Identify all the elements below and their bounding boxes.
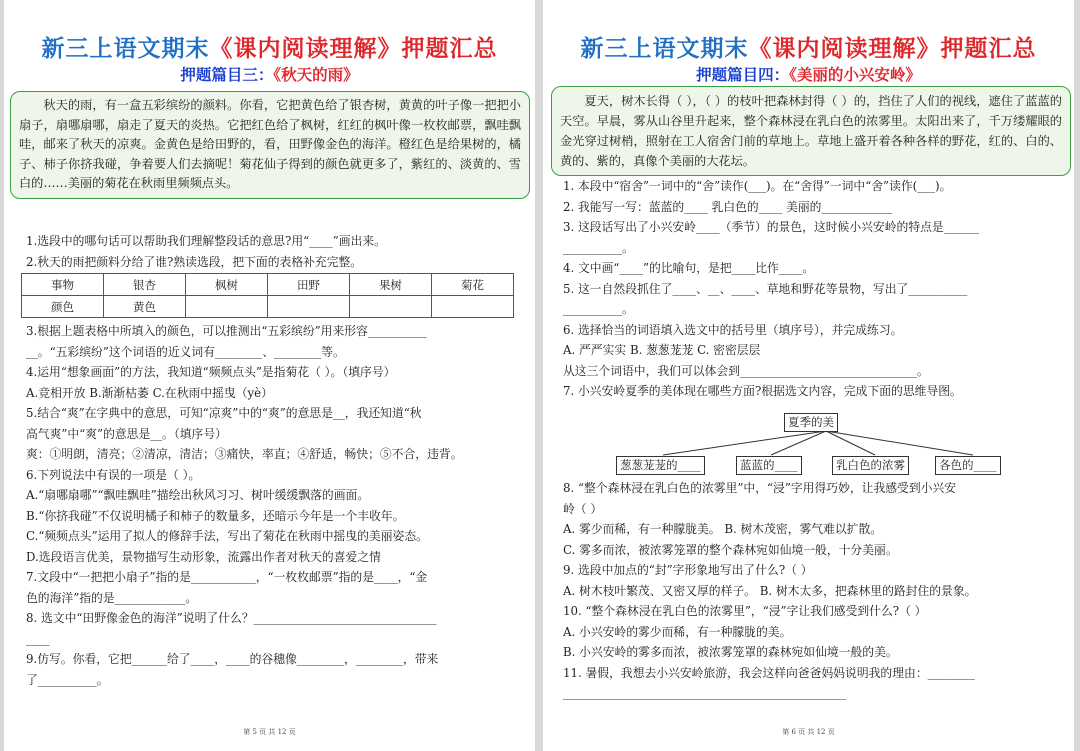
question-line: ________________________________________________ — [563, 686, 847, 700]
question-line: A. 树木枝叶繁茂、又密又厚的样子。 B. 树木太多，把森林里的路封住的景象。 — [563, 583, 977, 598]
worksheet-page-6 — [543, 0, 1074, 751]
question-line: A.“扇哪扇哪”“飘哇飘哇”描绘出秋风习习、树叶缓缓飘落的画面。 — [26, 488, 370, 502]
table-cell: 黄色 — [104, 296, 186, 318]
question-line: 爽：①明朗，清亮；②清凉，清洁；③痛快，率直；④舒适，畅快；⑤不合，违背。 — [26, 447, 463, 461]
question-line: 高气爽”中“爽”的意思是__。（填序号） — [26, 426, 227, 441]
question-line: C. 雾多而浓，被浓雾笼罩的整个森林宛如仙境一般，十分美丽。 — [563, 542, 898, 557]
question-block-b — [26, 321, 463, 690]
question-line: 9.仿写。你看，它把______给了____，____的谷穗像________，________，带来 — [26, 652, 439, 666]
question-line: 4.运用“想象画面”的方法，我知道“频频点头”是指菊花（ ）。（填序号） — [26, 365, 396, 379]
page-footer: 第 6 页 共 12 页 — [782, 728, 835, 736]
question-line: 7.文段中“一把把小扇子”指的是___________，“一枚枚邮票”指的是____，“金 — [26, 570, 428, 584]
question-line: A. 小兴安岭的雾少而稀，有一种朦胧的美。 — [563, 624, 792, 639]
question-line: 色的海洋”指的是____________。 — [26, 590, 198, 605]
question-line: 2.秋天的雨把颜料分给了谁?熟读选段，把下面的表格补充完整。 — [26, 254, 363, 269]
table-cell: 菊花 — [432, 274, 514, 296]
question-line: 岭（ ） — [563, 501, 603, 516]
question-line: 了__________。 — [26, 672, 109, 687]
question-line: 11. 暑假，我想去小兴安岭旅游，我会这样向爸爸妈妈说明我的理由：________ — [563, 665, 975, 680]
title-prefix: 新三上语文期末 — [41, 36, 210, 62]
page-title — [4, 30, 535, 63]
question-line: 5.结合“爽”在字典中的意思，可知“凉爽”中的“爽”的意思是__，我还知道“秋 — [26, 406, 422, 420]
question-line: 2. 我能写一写：蓝蓝的____ 乳白色的____ 美丽的____________ — [563, 199, 893, 214]
question-line: 1. 本段中“宿舍”一词中的“舍”读作(___)。在“舍得”一词中“舍”读作(___)。 — [563, 179, 952, 193]
table-cell — [350, 296, 432, 318]
question-line: 1.选段中的哪句话可以帮助我们理解整段话的意思?用“____”画出来。 — [26, 234, 386, 248]
question-line: 7. 小兴安岭夏季的美体现在哪些方面?根据选文内容，完成下面的思维导图。 — [563, 384, 962, 398]
question-block-b — [563, 478, 976, 704]
subtitle-prefix: 押题篇目四： — [696, 66, 790, 84]
question-line: B.“你挤我碰”不仅说明橘子和柿子的数量多，还暗示今年是一个丰收年。 — [26, 508, 405, 523]
table-row — [22, 274, 514, 296]
question-block-a — [26, 231, 386, 272]
question-line: 6. 选择恰当的词语填入选文中的括号里（填序号），并完成练习。 — [563, 322, 903, 337]
worksheet-page-5 — [4, 0, 535, 751]
question-line: 6.下列说法中有误的一项是（ ）。 — [26, 467, 201, 482]
question-line: 10. “整个森林浸在乳白色的浓雾里”，“浸”字让我们感受到什么?（ ） — [563, 604, 927, 618]
table-cell: 事物 — [22, 274, 104, 296]
passage-box: 夏天，树木长得（ ），（ ）的枝叶把森林封得（ ）的，挡住了人们的视线，遮住了蓝蓝的天空。早晨，雾从山谷里升起来，整个森林浸在乳白色的浓雾里。太阳出来了，千万缕耀眼的金光穿过树梢，照射在工人宿舍门前的草地上。草地上盛开着各种各样的野花，红的、白的、黄的、紫的，真像个美丽的大花坛。 — [551, 86, 1071, 176]
page-footer: 第 5 页 共 12 页 — [243, 728, 296, 736]
title-prefix: 新三上语文期末 — [580, 36, 749, 62]
table-cell — [268, 296, 350, 318]
question-line: __________。 — [563, 302, 634, 316]
table-cell: 银杏 — [104, 274, 186, 296]
question-line: A. 严严实实 B. 葱葱茏茏 C. 密密层层 — [563, 343, 761, 357]
question-line: A.竞相开放 B.渐渐枯萎 C.在秋雨中摇曳（yè） — [26, 385, 273, 400]
title-suffix: 押题汇总 — [401, 36, 498, 62]
question-line: C.“频频点头”运用了拟人的修辞手法，写出了菊花在秋雨中摇曳的美丽姿态。 — [26, 529, 428, 543]
table-cell: 果树 — [350, 274, 432, 296]
subtitle-prefix: 押题篇目三： — [180, 66, 274, 84]
mindmap-leaf: 蓝蓝的____ — [736, 456, 802, 475]
question-line: 从这三个词语中，我们可以体会到______________________________。 — [563, 363, 929, 378]
table-cell: 田野 — [268, 274, 350, 296]
mindmap-leaf: 乳白色的浓雾 — [832, 456, 909, 475]
mindmap-leaf: 各色的____ — [935, 456, 1001, 475]
title-suffix: 押题汇总 — [940, 36, 1037, 62]
question-line: 5. 这一自然段抓住了____、__、____、草地和野花等景物，写出了__________ — [563, 281, 968, 296]
mindmap-leaf: 葱葱茏茏的____ — [616, 456, 705, 475]
question-line: 8. “整个森林浸在乳白色的浓雾里”中，“浸”字用得巧妙，让我感受到小兴安 — [563, 481, 957, 495]
section-subtitle — [4, 63, 535, 85]
question-line: 8. 选文中“田野像金色的海洋”说明了什么？_______________________________ — [26, 611, 437, 625]
question-line: 4. 文中画“____”的比喻句，是把____比作____。 — [563, 261, 815, 275]
table-cell: 颜色 — [22, 296, 104, 318]
table-cell — [432, 296, 514, 318]
question-line: B. 小兴安岭的雾多而浓，被浓雾笼罩的森林宛如仙境一般的美。 — [563, 645, 898, 659]
question-line: A. 雾少而稀，有一种朦胧美。 B. 树木茂密，雾气难以扩散。 — [563, 522, 883, 536]
question-line: D.选段语言优美，景物描写生动形象，流露出作者对秋天的喜爱之情 — [26, 549, 381, 564]
question-line: __。“五彩缤纷”这个词语的近义词有________、________等。 — [26, 344, 345, 359]
question-line: 3.根据上题表格中所填入的颜色，可以推测出“五彩缤纷”用来形容__________ — [26, 324, 427, 338]
table-cell: 枫树 — [186, 274, 268, 296]
subtitle-title: 《秋天的雨》 — [273, 66, 359, 84]
passage-box: 秋天的雨，有一盒五彩缤纷的颜料。你看，它把黄色给了银杏树，黄黄的叶子像一把把小扇子，扇哪扇哪，扇走了夏天的炎热。它把红色给了枫树，红红的枫叶像一枚枚邮票，飘哇飘哇，邮来了秋天的凉爽。金黄色是给田野的，看，田野像金色的海洋。橙红色是给果树的，橘子、柿子你挤我碰，争着要人们去摘呢！菊花仙子得到的颜色就更多了，紫红的、淡黄的、雪白的……美丽的菊花在秋雨里频频点头。 — [10, 91, 530, 199]
mindmap-root: 夏季的美 — [784, 413, 838, 432]
table-cell — [186, 296, 268, 318]
title-mid: 《课内阅读理解》 — [748, 36, 941, 62]
title-mid: 《课内阅读理解》 — [209, 36, 402, 62]
question-line: ____ — [26, 631, 50, 646]
table-row — [22, 296, 514, 318]
question-line: 3. 这段话写出了小兴安岭____（季节）的景色，这时候小兴安岭的特点是______ — [563, 220, 980, 234]
question-line: __________。 — [563, 240, 634, 255]
subtitle-title: 《美丽的小兴安岭》 — [789, 66, 921, 84]
color-table — [21, 273, 514, 318]
question-line: 9. 选段中加点的“封”字形象地写出了什么?（ ） — [563, 563, 813, 577]
